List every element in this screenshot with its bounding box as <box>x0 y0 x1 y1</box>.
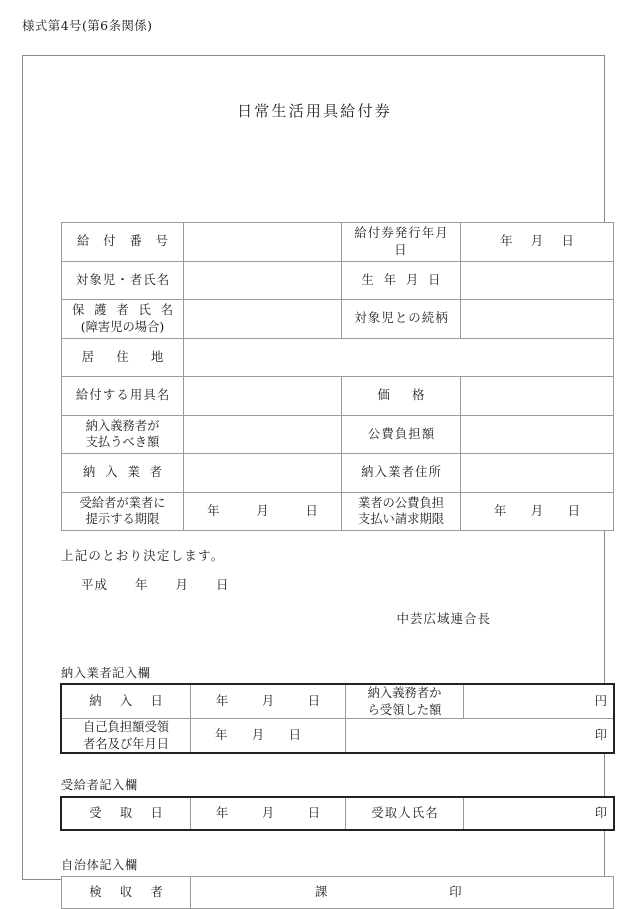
field-amount-received[interactable]: 円 <box>464 685 614 719</box>
benefit-ticket-table <box>61 222 614 531</box>
document-title: 日常生活用具給付券 <box>237 102 392 120</box>
municipal-entry-table <box>61 876 614 909</box>
supplier-entry-table <box>61 684 614 753</box>
field-residence[interactable] <box>184 338 614 377</box>
label-self-pay-receipt-line2: 者名及び年月日 <box>82 736 170 751</box>
label-inspector-seal: 印 <box>449 885 462 900</box>
table-row <box>62 798 614 830</box>
label-guardian-name-line2: (障害児の場合) <box>80 319 165 334</box>
supplier-section-caption: 納入業者記入欄 <box>61 666 151 680</box>
label-claim-deadline-line2: 支払い請求期限 <box>357 512 445 527</box>
label-presentation-deadline <box>62 492 184 531</box>
field-target-person-name[interactable] <box>184 261 342 300</box>
field-inspector[interactable] <box>191 877 614 909</box>
field-price[interactable] <box>461 377 614 416</box>
table-row <box>62 719 614 753</box>
label-payable-amount <box>62 415 184 454</box>
field-delivery-date[interactable]: 年 月 日 <box>191 685 346 719</box>
recipient-section-caption: 受給者記入欄 <box>61 778 138 792</box>
field-supplier[interactable] <box>184 454 342 493</box>
label-presentation-deadline-line2: 提示する期限 <box>85 512 160 527</box>
decision-date-line[interactable]: 平成 年 月 日 <box>81 577 230 592</box>
field-payable-amount[interactable] <box>184 415 342 454</box>
label-claim-deadline <box>342 492 461 531</box>
field-guardian-name[interactable] <box>184 300 342 339</box>
field-supplier-address[interactable] <box>461 454 614 493</box>
label-supplier: 納 入 業 者 <box>62 454 184 493</box>
label-self-pay-receipt-line1: 自己負担額受領 <box>82 720 170 735</box>
label-delivery-date: 納 入 日 <box>62 685 191 719</box>
label-equipment-name: 給付する用具名 <box>62 377 184 416</box>
label-benefit-number: 給 付 番 号 <box>62 223 184 262</box>
field-birth-date[interactable] <box>461 261 614 300</box>
label-payable-amount-line2: 支払うべき額 <box>85 435 160 450</box>
label-payable-amount-line1: 納入義務者が <box>85 418 160 433</box>
label-guardian-name <box>62 300 184 339</box>
signer-title: 中芸広域連合長 <box>396 611 491 626</box>
field-public-burden[interactable] <box>461 415 614 454</box>
form-number: 様式第4号(第6条関係) <box>22 18 153 33</box>
table-row <box>62 300 614 339</box>
field-issue-date[interactable]: 年 月 日 <box>461 223 614 262</box>
table-row <box>62 377 614 416</box>
table-row <box>62 261 614 300</box>
label-self-pay-receipt <box>62 719 191 753</box>
label-residence: 居 住 地 <box>62 338 184 377</box>
label-supplier-address: 納入業者住所 <box>342 454 461 493</box>
table-row <box>62 338 614 377</box>
field-claim-deadline[interactable]: 年 月 日 <box>461 492 614 531</box>
label-amount-received-line2: ら受領した額 <box>367 702 442 717</box>
label-presentation-deadline-line1: 受給者が業者に <box>79 495 166 510</box>
label-birth-date: 生 年 月 日 <box>342 261 461 300</box>
label-public-burden: 公費負担額 <box>342 415 461 454</box>
field-receipt-date[interactable]: 年 月 日 <box>191 798 346 830</box>
table-row <box>62 415 614 454</box>
label-division: 課 <box>315 885 328 900</box>
label-guardian-name-line1: 保 護 者 氏 名 <box>71 303 177 318</box>
label-relationship: 対象児との続柄 <box>342 300 461 339</box>
field-relationship[interactable] <box>461 300 614 339</box>
label-price: 価 格 <box>342 377 461 416</box>
label-amount-received <box>346 685 464 719</box>
table-row <box>62 685 614 719</box>
table-row <box>62 877 614 909</box>
label-receiver-name: 受取人氏名 <box>346 798 464 830</box>
table-row <box>62 223 614 262</box>
page-frame <box>22 55 607 900</box>
decision-statement: 上記のとおり決定します。 <box>61 548 225 563</box>
label-amount-received-line1: 納入義務者か <box>367 686 442 700</box>
field-benefit-number[interactable] <box>184 223 342 262</box>
table-row <box>62 492 614 531</box>
field-self-pay-date[interactable]: 年 月 日 <box>191 719 346 753</box>
field-receiver-seal[interactable]: 印 <box>464 798 614 830</box>
label-receipt-date: 受 取 日 <box>62 798 191 830</box>
field-equipment-name[interactable] <box>184 377 342 416</box>
label-target-person-name: 対象児・者氏名 <box>62 261 184 300</box>
label-claim-deadline-line1: 業者の公費負担 <box>357 495 445 510</box>
label-inspector: 検 収 者 <box>62 877 191 909</box>
field-self-pay-seal[interactable]: 印 <box>346 719 614 753</box>
recipient-entry-table <box>61 797 614 830</box>
label-issue-date: 給付券発行年月日 <box>342 223 461 262</box>
table-row <box>62 454 614 493</box>
municipal-section-caption: 自治体記入欄 <box>61 858 138 872</box>
field-presentation-deadline[interactable]: 年 月 日 <box>184 492 342 531</box>
